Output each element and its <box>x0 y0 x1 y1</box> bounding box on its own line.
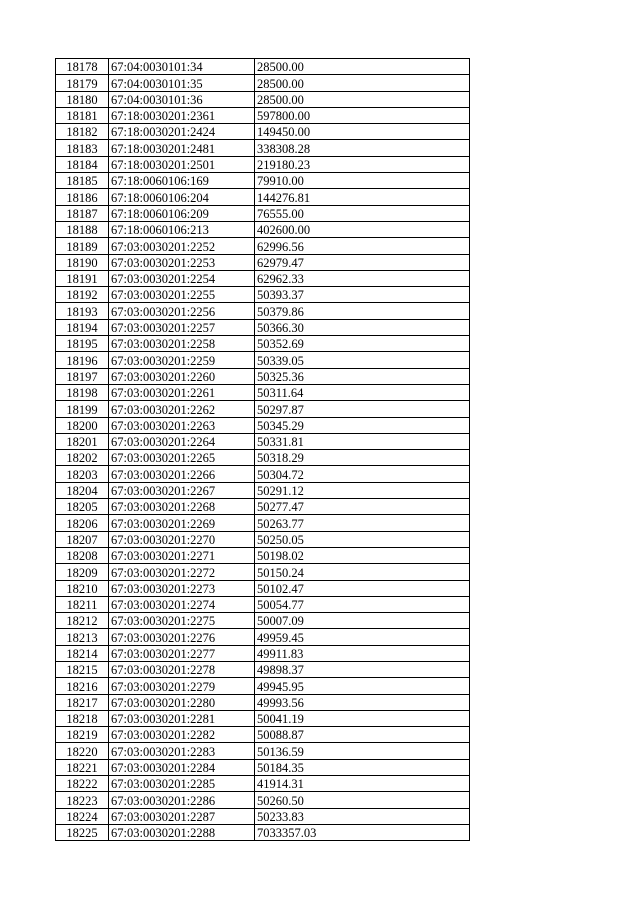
amount-cell: 50007.09 <box>255 613 470 629</box>
table-row <box>56 808 470 824</box>
row-number-cell: 18220 <box>56 743 109 759</box>
cadastral-number-cell: 67:03:0030201:2253 <box>109 254 255 270</box>
amount-cell: 50198.02 <box>255 547 470 563</box>
table-row <box>56 596 470 612</box>
row-number-cell: 18209 <box>56 564 109 580</box>
cadastral-number-cell: 67:03:0030201:2275 <box>109 613 255 629</box>
amount-cell: 28500.00 <box>255 59 470 75</box>
row-number-cell: 18198 <box>56 384 109 400</box>
cadastral-number-cell: 67:18:0060106:213 <box>109 221 255 237</box>
cadastral-number-cell: 67:03:0030201:2265 <box>109 450 255 466</box>
amount-cell: 149450.00 <box>255 124 470 140</box>
table-row <box>56 433 470 449</box>
table-row <box>56 450 470 466</box>
cadastral-number-cell: 67:03:0030201:2281 <box>109 710 255 726</box>
row-number-cell: 18191 <box>56 270 109 286</box>
cadastral-number-cell: 67:18:0060106:204 <box>109 189 255 205</box>
amount-cell: 41914.31 <box>255 776 470 792</box>
cadastral-number-cell: 67:03:0030201:2256 <box>109 303 255 319</box>
table-row <box>56 124 470 140</box>
cadastral-number-cell: 67:03:0030201:2252 <box>109 238 255 254</box>
amount-cell: 50393.37 <box>255 287 470 303</box>
amount-cell: 50041.19 <box>255 710 470 726</box>
amount-cell: 50291.12 <box>255 482 470 498</box>
cadastral-number-cell: 67:03:0030201:2284 <box>109 759 255 775</box>
row-number-cell: 18214 <box>56 645 109 661</box>
row-number-cell: 18223 <box>56 792 109 808</box>
amount-cell: 49898.37 <box>255 661 470 677</box>
cadastral-number-cell: 67:04:0030101:35 <box>109 75 255 91</box>
cadastral-number-cell: 67:03:0030201:2269 <box>109 515 255 531</box>
row-number-cell: 18225 <box>56 824 109 840</box>
row-number-cell: 18188 <box>56 221 109 237</box>
amount-cell: 50102.47 <box>255 580 470 596</box>
table-row <box>56 417 470 433</box>
amount-cell: 49945.95 <box>255 678 470 694</box>
cadastral-number-cell: 67:18:0060106:169 <box>109 173 255 189</box>
table-row <box>56 384 470 400</box>
amount-cell: 219180.23 <box>255 156 470 172</box>
table-row <box>56 824 470 840</box>
cadastral-number-cell: 67:04:0030101:34 <box>109 59 255 75</box>
table-row <box>56 75 470 91</box>
row-number-cell: 18196 <box>56 352 109 368</box>
table-row <box>56 287 470 303</box>
row-number-cell: 18218 <box>56 710 109 726</box>
table-row <box>56 401 470 417</box>
amount-cell: 50233.83 <box>255 808 470 824</box>
cadastral-number-cell: 67:03:0030201:2288 <box>109 824 255 840</box>
cadastral-number-cell: 67:03:0030201:2287 <box>109 808 255 824</box>
amount-cell: 50136.59 <box>255 743 470 759</box>
row-number-cell: 18221 <box>56 759 109 775</box>
row-number-cell: 18200 <box>56 417 109 433</box>
table-row <box>56 580 470 596</box>
table-row <box>56 792 470 808</box>
amount-cell: 50331.81 <box>255 433 470 449</box>
table-row <box>56 710 470 726</box>
amount-cell: 28500.00 <box>255 91 470 107</box>
row-number-cell: 18192 <box>56 287 109 303</box>
cadastral-number-cell: 67:03:0030201:2261 <box>109 384 255 400</box>
table-row <box>56 613 470 629</box>
row-number-cell: 18217 <box>56 694 109 710</box>
cadastral-number-cell: 67:03:0030201:2266 <box>109 466 255 482</box>
table-row <box>56 238 470 254</box>
row-number-cell: 18219 <box>56 727 109 743</box>
amount-cell: 28500.00 <box>255 75 470 91</box>
table-row <box>56 776 470 792</box>
row-number-cell: 18197 <box>56 368 109 384</box>
amount-cell: 50260.50 <box>255 792 470 808</box>
table-row <box>56 499 470 515</box>
amount-cell: 597800.00 <box>255 107 470 123</box>
row-number-cell: 18207 <box>56 531 109 547</box>
amount-cell: 50339.05 <box>255 352 470 368</box>
row-number-cell: 18212 <box>56 613 109 629</box>
cadastral-number-cell: 67:03:0030201:2255 <box>109 287 255 303</box>
amount-cell: 50088.87 <box>255 727 470 743</box>
amount-cell: 50297.87 <box>255 401 470 417</box>
table-row <box>56 189 470 205</box>
table-row <box>56 270 470 286</box>
cadastral-number-cell: 67:03:0030201:2274 <box>109 596 255 612</box>
row-number-cell: 18182 <box>56 124 109 140</box>
cadastral-number-cell: 67:03:0030201:2278 <box>109 661 255 677</box>
table-row <box>56 629 470 645</box>
cadastral-number-cell: 67:03:0030201:2273 <box>109 580 255 596</box>
cadastral-number-cell: 67:03:0030201:2285 <box>109 776 255 792</box>
amount-cell: 144276.81 <box>255 189 470 205</box>
row-number-cell: 18178 <box>56 59 109 75</box>
amount-cell: 50184.35 <box>255 759 470 775</box>
row-number-cell: 18193 <box>56 303 109 319</box>
table-row <box>56 661 470 677</box>
amount-cell: 49993.56 <box>255 694 470 710</box>
amount-cell: 62996.56 <box>255 238 470 254</box>
table-row <box>56 205 470 221</box>
row-number-cell: 18186 <box>56 189 109 205</box>
table-body <box>56 59 470 841</box>
table-row <box>56 91 470 107</box>
amount-cell: 50352.69 <box>255 336 470 352</box>
table-row <box>56 727 470 743</box>
cadastral-number-cell: 67:03:0030201:2259 <box>109 352 255 368</box>
amount-cell: 62962.33 <box>255 270 470 286</box>
cadastral-number-cell: 67:03:0030201:2254 <box>109 270 255 286</box>
table-row <box>56 743 470 759</box>
amount-cell: 50311.64 <box>255 384 470 400</box>
row-number-cell: 18208 <box>56 547 109 563</box>
row-number-cell: 18201 <box>56 433 109 449</box>
table-row <box>56 107 470 123</box>
cadastral-number-cell: 67:03:0030201:2264 <box>109 433 255 449</box>
row-number-cell: 18189 <box>56 238 109 254</box>
amount-cell: 49911.83 <box>255 645 470 661</box>
table-row <box>56 515 470 531</box>
row-number-cell: 18202 <box>56 450 109 466</box>
table-row <box>56 319 470 335</box>
amount-cell: 76555.00 <box>255 205 470 221</box>
amount-cell: 50345.29 <box>255 417 470 433</box>
table-row <box>56 482 470 498</box>
table-row <box>56 173 470 189</box>
cadastral-number-cell: 67:03:0030201:2280 <box>109 694 255 710</box>
cadastral-number-cell: 67:03:0030201:2258 <box>109 336 255 352</box>
amount-cell: 50263.77 <box>255 515 470 531</box>
cadastral-number-cell: 67:18:0060106:209 <box>109 205 255 221</box>
table-row <box>56 564 470 580</box>
amount-cell: 79910.00 <box>255 173 470 189</box>
amount-cell: 50366.30 <box>255 319 470 335</box>
row-number-cell: 18224 <box>56 808 109 824</box>
row-number-cell: 18183 <box>56 140 109 156</box>
cadastral-number-cell: 67:04:0030101:36 <box>109 91 255 107</box>
table-row <box>56 547 470 563</box>
cadastral-number-cell: 67:03:0030201:2268 <box>109 499 255 515</box>
table-row <box>56 368 470 384</box>
row-number-cell: 18179 <box>56 75 109 91</box>
cadastral-number-cell: 67:03:0030201:2257 <box>109 319 255 335</box>
cadastral-number-cell: 67:18:0030201:2501 <box>109 156 255 172</box>
row-number-cell: 18187 <box>56 205 109 221</box>
row-number-cell: 18184 <box>56 156 109 172</box>
row-number-cell: 18211 <box>56 596 109 612</box>
cadastral-number-cell: 67:03:0030201:2276 <box>109 629 255 645</box>
cadastral-number-cell: 67:03:0030201:2260 <box>109 368 255 384</box>
row-number-cell: 18213 <box>56 629 109 645</box>
table-row <box>56 336 470 352</box>
amount-cell: 50054.77 <box>255 596 470 612</box>
table-row <box>56 466 470 482</box>
amount-cell: 50318.29 <box>255 450 470 466</box>
amount-cell: 338308.28 <box>255 140 470 156</box>
amount-cell: 62979.47 <box>255 254 470 270</box>
row-number-cell: 18199 <box>56 401 109 417</box>
cadastral-number-cell: 67:18:0030201:2481 <box>109 140 255 156</box>
table-row <box>56 352 470 368</box>
row-number-cell: 18206 <box>56 515 109 531</box>
amount-cell: 402600.00 <box>255 221 470 237</box>
row-number-cell: 18203 <box>56 466 109 482</box>
cadastral-number-cell: 67:03:0030201:2267 <box>109 482 255 498</box>
row-number-cell: 18216 <box>56 678 109 694</box>
row-number-cell: 18215 <box>56 661 109 677</box>
table-row <box>56 140 470 156</box>
amount-cell: 50304.72 <box>255 466 470 482</box>
cadastral-number-cell: 67:03:0030201:2282 <box>109 727 255 743</box>
cadastral-number-cell: 67:03:0030201:2286 <box>109 792 255 808</box>
amount-cell: 50250.05 <box>255 531 470 547</box>
table-row <box>56 303 470 319</box>
cadastral-number-cell: 67:03:0030201:2270 <box>109 531 255 547</box>
cadastral-number-cell: 67:18:0030201:2361 <box>109 107 255 123</box>
cadastral-number-cell: 67:03:0030201:2279 <box>109 678 255 694</box>
row-number-cell: 18190 <box>56 254 109 270</box>
table-row <box>56 531 470 547</box>
cadastral-number-cell: 67:03:0030201:2283 <box>109 743 255 759</box>
row-number-cell: 18195 <box>56 336 109 352</box>
table-row <box>56 156 470 172</box>
row-number-cell: 18205 <box>56 499 109 515</box>
cadastral-number-cell: 67:03:0030201:2271 <box>109 547 255 563</box>
row-number-cell: 18181 <box>56 107 109 123</box>
row-number-cell: 18222 <box>56 776 109 792</box>
cadastral-number-cell: 67:03:0030201:2277 <box>109 645 255 661</box>
cadastral-number-cell: 67:18:0030201:2424 <box>109 124 255 140</box>
table-row <box>56 254 470 270</box>
table-row <box>56 759 470 775</box>
cadastral-number-cell: 67:03:0030201:2272 <box>109 564 255 580</box>
table-row <box>56 59 470 75</box>
amount-cell: 50325.36 <box>255 368 470 384</box>
amount-cell: 50379.86 <box>255 303 470 319</box>
table-row <box>56 694 470 710</box>
amount-cell: 49959.45 <box>255 629 470 645</box>
row-number-cell: 18194 <box>56 319 109 335</box>
table-row <box>56 645 470 661</box>
row-number-cell: 18185 <box>56 173 109 189</box>
table-row <box>56 221 470 237</box>
row-number-cell: 18210 <box>56 580 109 596</box>
table-row <box>56 678 470 694</box>
row-number-cell: 18180 <box>56 91 109 107</box>
row-number-cell: 18204 <box>56 482 109 498</box>
amount-cell: 50277.47 <box>255 499 470 515</box>
cadastral-number-cell: 67:03:0030201:2263 <box>109 417 255 433</box>
amount-cell: 7033357.03 <box>255 824 470 840</box>
data-table <box>55 58 470 841</box>
amount-cell: 50150.24 <box>255 564 470 580</box>
cadastral-number-cell: 67:03:0030201:2262 <box>109 401 255 417</box>
